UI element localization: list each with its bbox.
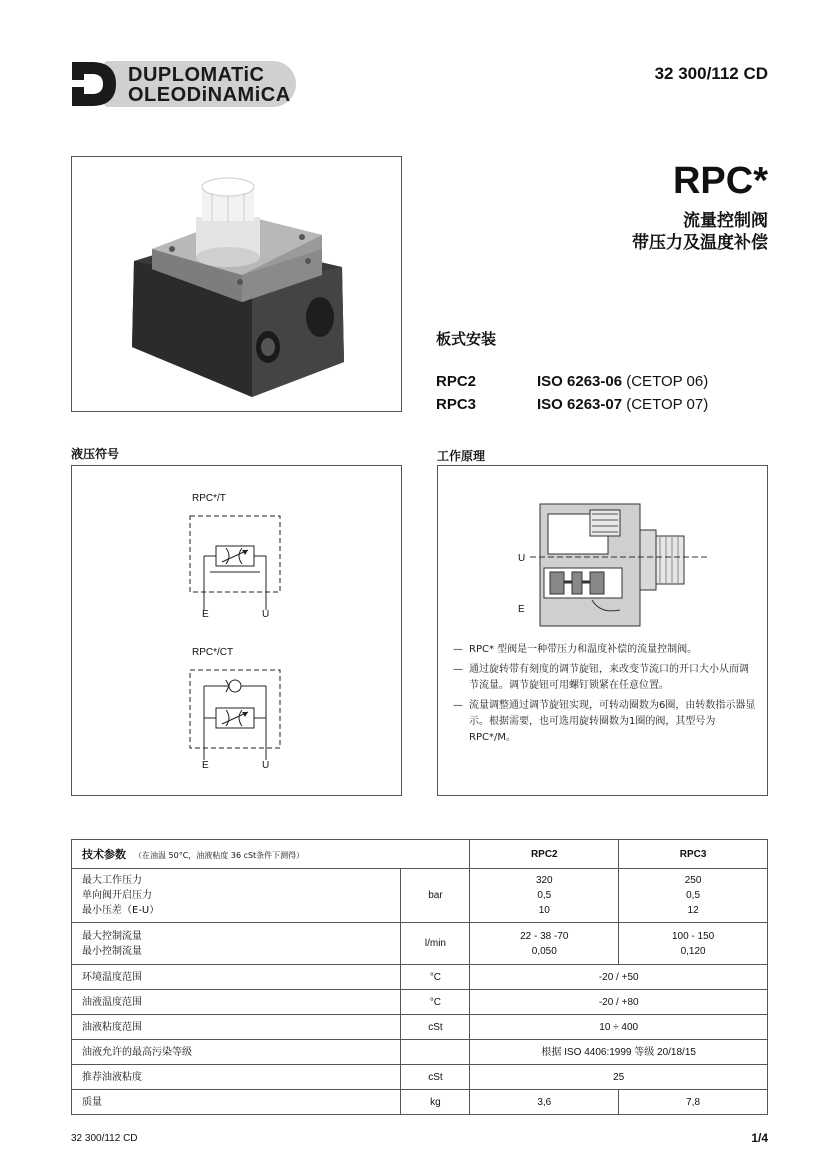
cetop-code: (CETOP 06) [626,373,709,390]
duplomatic-logo-icon [70,60,118,108]
product-subtitle-2: 带压力及温度补偿 [632,233,768,253]
value: 320 [535,875,553,886]
value: 100 - 150 [671,930,715,942]
brand-line-1: DUPLOMATiC [128,64,265,86]
principle-bullets [453,642,758,750]
table-row [72,1040,768,1065]
unit-cell [401,1040,470,1065]
value: 10 [538,905,550,916]
param-label: 油液粘度范围 [72,1015,401,1040]
bullet-item: — 流量调整通过调节旋钮实现，可转动圈数为6圈，由转数指示器显示。根据需要，也可选用旋转圈数为1圈的阀，其型号为RPC*/M。 [453,698,758,746]
cetop-code: (CETOP 07) [626,396,709,413]
product-photo [71,156,402,412]
table-row [72,923,768,965]
specs-note: （在油温 50°C，油液粘度 36 cSt条件下测得） [134,851,305,860]
unit-cell: cSt [401,1065,470,1090]
table-row [72,1065,768,1090]
value: 22 - 38 -70 [520,930,569,942]
param-label: 推荐油液粘度 [72,1065,401,1090]
table-header-row [72,840,768,869]
hydraulic-symbols-panel [71,465,402,796]
document-code: 32 300/112 CD [654,64,768,83]
column-header-rpc2: RPC2 [470,840,619,869]
value: 0,5 [686,890,701,901]
port-u-label: U [262,609,270,620]
bullet-item: — 通过旋转带有刻度的调节旋钮，来改变节流口的开口大小从而调节流量。调节旋钮可用螺钉锁紧在任意位置。 [453,662,758,694]
valve-illustration [72,157,401,411]
principle-heading: 工作原理 [437,449,486,463]
model-name: RPC2 [436,373,477,390]
flow-control-symbol-ct [182,660,292,760]
param-label: 最大控制流量 [82,930,142,942]
model-standard [537,373,708,390]
param-label: 最小压差（E-U） [82,905,160,916]
port-u-label: U [518,553,526,564]
table-row [72,1090,768,1115]
page-number: 1/4 [751,1131,768,1145]
bullet-text: 通过旋转带有刻度的调节旋钮，来改变节流口的开口大小从而调节流量。调节旋钮可用螺钉锁紧在任意位置。 [469,664,749,691]
param-cell [72,869,401,923]
param-cell [72,923,401,965]
table-row [72,1015,768,1040]
value: 12 [687,905,699,916]
symbols-heading: 液压符号 [71,447,120,461]
unit-cell: kg [401,1090,470,1115]
model-standard [537,396,708,413]
value-cell-both: 根据 ISO 4406:1999 等级 20/18/15 [470,1040,768,1065]
param-label: 油液允许的最高污染等级 [72,1040,401,1065]
table-row [72,869,768,923]
value: 250 [684,875,702,886]
param-label: 质量 [72,1090,401,1115]
unit-cell: cSt [401,1015,470,1040]
valve-section-drawing [530,500,710,634]
unit-cell: bar [401,869,470,923]
model-name: RPC3 [436,396,477,413]
value-cell-rpc3 [619,923,768,965]
port-e-label: E [202,760,209,771]
value: 0,050 [531,945,557,957]
iso-code: ISO 6263-07 [537,396,623,413]
value: 0,5 [537,890,552,901]
port-u-label: U [262,760,270,771]
product-subtitle-1: 流量控制阀 [683,211,768,231]
bullet-text: 流量调整通过调节旋钮实现，可转动圈数为6圈，由转数指示器显示。根据需要，也可选用旋转圈数为1圈的阀，其型号为RPC*/M。 [469,700,756,743]
table-row [72,990,768,1015]
column-header-rpc3: RPC3 [619,840,768,869]
technical-specs-table [71,839,768,1115]
param-label: 最大工作压力 [82,875,142,886]
brand-line-2: OLEODiNAMiCA [128,84,291,106]
port-e-label: E [518,604,525,615]
value-cell-rpc3: 7,8 [619,1090,768,1115]
value-cell-both: -20 / +50 [470,965,768,990]
value-cell-both: 10 ÷ 400 [470,1015,768,1040]
footer-doc-code: 32 300/112 CD [71,1133,138,1144]
unit-cell: l/min [401,923,470,965]
value: 0,120 [680,945,706,957]
product-title: RPC* [672,160,768,202]
value-cell-rpc3 [619,869,768,923]
bullet-item: — RPC* 型阀是一种带压力和温度补偿的流量控制阀。 [453,642,758,658]
param-label: 最小控制流量 [82,945,142,957]
value-cell-both: -20 / +80 [470,990,768,1015]
value-cell-rpc2 [470,923,619,965]
unit-cell: °C [401,990,470,1015]
flow-control-symbol-t [182,506,292,610]
value-cell-both: 25 [470,1065,768,1090]
bullet-text: RPC* 型阀是一种带压力和温度补偿的流量控制阀。 [469,644,698,655]
unit-cell: °C [401,965,470,990]
mounting-type: 板式安装 [436,330,497,348]
specs-title: 技术参数 [82,848,126,861]
param-label: 单向阀开启压力 [82,890,152,901]
param-label: 油液温度范围 [72,990,401,1015]
param-label: 环境温度范围 [72,965,401,990]
table-row [72,965,768,990]
specs-title-cell [72,840,470,869]
iso-code: ISO 6263-06 [537,373,623,390]
port-e-label: E [202,609,209,620]
symbol-label-ct: RPC*/CT [192,647,234,658]
value-cell-rpc2: 3,6 [470,1090,619,1115]
value-cell-rpc2 [470,869,619,923]
symbol-label-t: RPC*/T [192,493,226,504]
